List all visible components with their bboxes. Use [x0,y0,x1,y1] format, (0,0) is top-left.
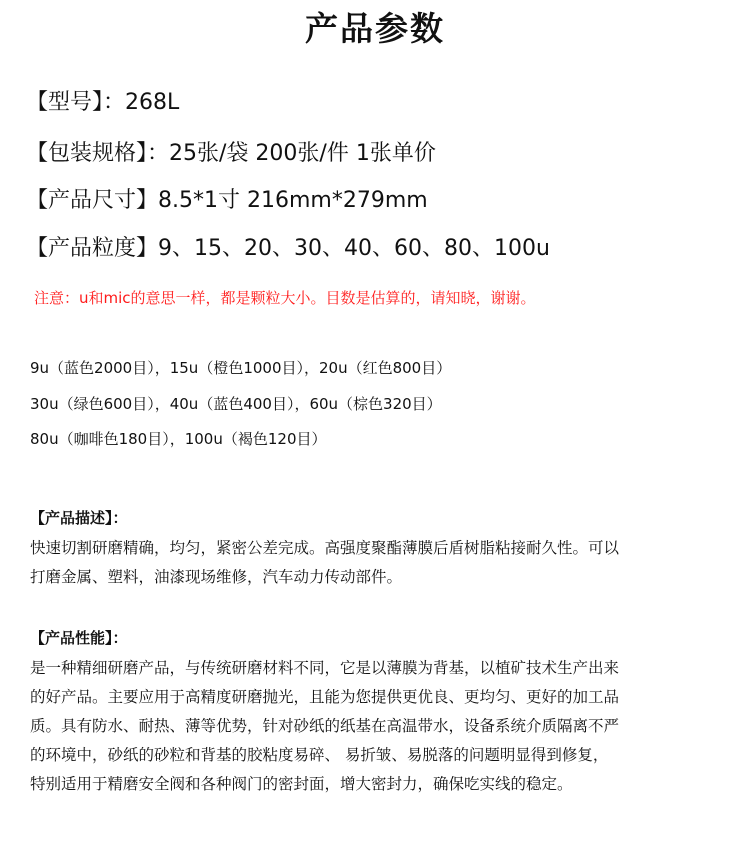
spec-size-label: 【产品尺寸】 [26,188,159,213]
description-line: 打磨金属、塑料，油漆现场维修，汽车动力传动部件。 [30,568,403,586]
spec-model-value: 268L [125,90,180,115]
spec-model-sep: ： [103,90,126,115]
performance-heading: 【产品性能】： [30,629,128,647]
spec-model-label: 【型号】 [26,90,104,115]
performance-line: 特别适用于精磨安全阀和各种阀门的密封面，增大密封力，确保吃实线的稳定。 [30,775,573,793]
spec-packaging-sep: ： [147,141,170,166]
description-line: 快速切割研磨精确，均匀，紧密公差完成。高强度聚酯薄膜后盾树脂粘接耐久性。可以 [30,539,620,557]
mesh-line: 80u（咖啡色180目），100u（褐色120目） [30,430,327,448]
spec-grit-label: 【产品粒度】 [26,236,159,261]
spec-size-value: 8.5*1寸 216mm*279mm [158,188,428,213]
performance-line: 的好产品。主要应用于高精度研磨抛光，且能为您提供更优良、更均匀、更好的加工品 [30,688,620,706]
spec-packaging-label: 【包装规格】 [26,141,148,166]
notice-text: 注意：u和mic的意思一样，都是颗粒大小。目数是估算的，请知晓，谢谢。 [34,289,536,307]
performance-line: 质。具有防水、耐热、薄等优势，针对砂纸的纸基在高温带水，设备系统介质隔离不严 [30,717,620,735]
performance-line: 是一种精细研磨产品，与传统研磨材料不同，它是以薄膜为背基，以植矿技术生产出来 [30,659,620,677]
spec-grit [26,234,550,264]
mesh-line: 9u（蓝色2000目），15u（橙色1000目），20u（红色800目） [30,359,452,377]
description-body [30,534,720,592]
spec-size [26,186,428,216]
spec-packaging-value: 25张/袋 200张/件 1张单价 [169,141,436,166]
spec-model [26,88,179,118]
performance-body [30,654,720,799]
mesh-line: 30u（绿色600目），40u（蓝色400目），60u（棕色320目） [30,395,442,413]
spec-packaging [26,139,436,169]
performance-line: 的环境中，砂纸的砂粒和背基的胶粘度易碎、 易折皱、易脱落的问题明显得到修复， [30,746,609,764]
description-heading: 【产品描述】： [30,509,128,527]
page-title: 产品参数 [305,9,445,48]
spec-grit-value: 9、15、20、30、40、60、80、100u [158,236,550,261]
